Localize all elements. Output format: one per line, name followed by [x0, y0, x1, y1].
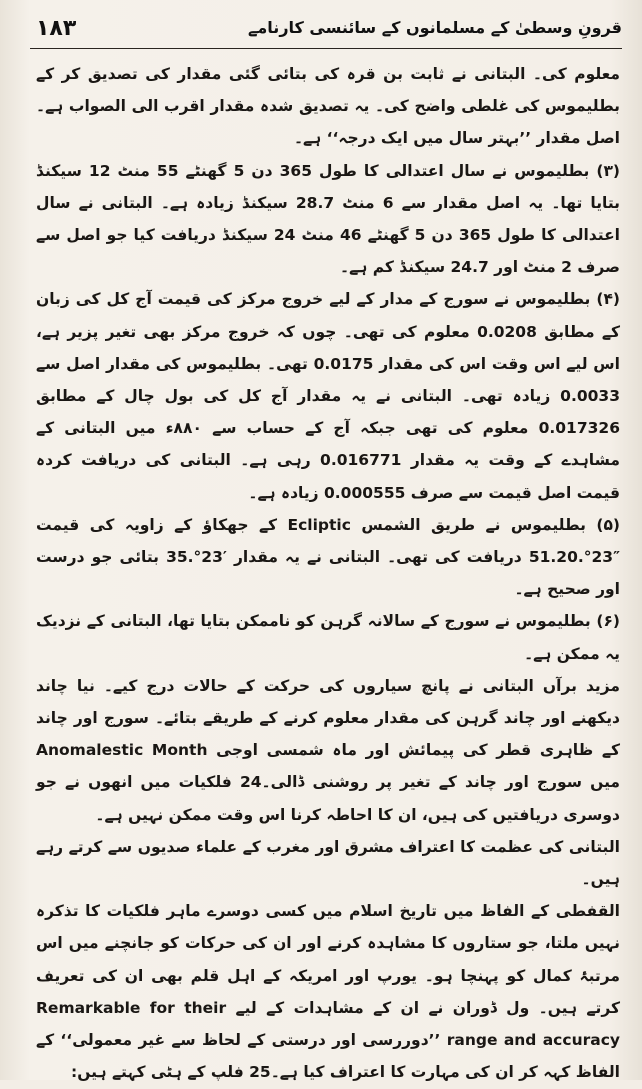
paragraph-3: (۴) بطلیموس نے سورج کے مدار کے لیے خروج مرکز کی قیمت آج کل کی زبان کے مطابق 0.0208 معلوم کی تھی۔ چوں کہ خروج مرکز بھی تغیر پزیر ہے، اس لیے اس وقت اس کی مقدار 0.0175 تھی۔ بطلیموس کی مقدار اصل سے 0.0033 زیادہ تھی۔ البتانی نے یہ مقدار آج کل کی بول چال کے مطابق 0.017326 معلوم کی تھی جبکہ آج کے حساب سے ۸۸۰ء میں البتانی کے مشاہدے کے وقت یہ مقدار 0.016771 رہی ہے۔ البتانی کی دریافت کردہ قیمت اصل قیمت سے صرف 0.000555 زیادہ ہے۔ — [36, 290, 620, 502]
page-body — [36, 58, 621, 1082]
paragraph-1: معلوم کی۔ البتانی نے ثابت بن قرہ کی بتائی گئی مقدار کی تصدیق کر کے بطلیموس کی غلطی واضح کی۔ یہ تصدیق شدہ مقدار اقرب الی الصواب ہے۔ اصل مقدار ’’بہتر سال میں ایک درجہ‘‘ ہے۔ — [36, 65, 620, 148]
paragraph-7: البتانی کی عظمت کا اعتراف مشرق اور مغرب کے علماء صدیوں سے کرتے رہے ہیں۔ — [36, 837, 620, 889]
header-divider — [30, 48, 622, 49]
page-number: ۱۸۳ — [36, 16, 77, 41]
paragraph-2: (۳) بطلیموس نے سال اعتدالی کا طول 365 دن 5 گھنٹے 55 منٹ 12 سیکنڈ بتایا تھا۔ یہ اصل مقدار سے 6 منٹ 28.7 سیکنڈ زیادہ ہے۔ البتانی نے سال اعتدالی کا طول 365 دن 5 گھنٹے 46 منٹ 24 سیکنڈ دریافت کیا جو اصل سے صرف 2 منٹ اور 24.7 سیکنڈ کم ہے۔ — [36, 161, 621, 277]
paragraph-5: (۶) بطلیموس نے سورج کے سالانہ گرہن کو ناممکن بتایا تھا، البتانی کے نزدیک یہ ممکن ہے۔ — [36, 612, 620, 663]
paragraph-8: القفطی کے الفاظ میں تاریخ اسلام میں کسی دوسرے ماہر فلکیات کا تذکرہ نہیں ملتا، جو ستاروں کا مشاہدہ کرنے اور ان کی حرکات کو جانچنے میں اس مرتبۂ کمال کو پہنچا ہو۔ یورپ اور امریکہ کے اہل قلم بھی ان کی تعریف کرتے ہیں۔ ول ڈوران نے ان کے مشاہدات کے لیے Remarkable for their range and accuracy ’’دوررسی اور درستی کے لحاظ سے غیر معمولی‘‘ کے الفاظ کہہ کر ان کی مہارت کا اعتراف کیا ہے۔25 فلپ کے ہٹی کہتے ہیں: — [36, 902, 620, 1082]
paragraph-6: مزید برآں البتانی نے پانچ سیاروں کی حرکت کے حالات درج کیے۔ نیا چاند دیکھنے اور چاند گرہن کی مقدار معلوم کرنے کے طریقے بتائے۔ سورج اور چاند کے ظاہری قطر کی پیمائش اور ماہ شمسی اوجی Anomalestic Month میں سورج اور چاند کے تغیر پر روشنی ڈالی۔24 فلکیات میں انھوں نے جو دوسری دریافتیں کی ہیں، ان کا احاطہ کرنا اس وقت ممکن نہیں ہے۔ — [36, 676, 621, 824]
running-title: قرونِ وسطیٰ کے مسلمانوں کے سائنسی کارنامے — [248, 18, 622, 37]
paragraph-4: (۵) بطلیموس نے طریق الشمس Ecliptic کے جھکاؤ کے زاویہ کی قیمت ″23°.51.20 دریافت کی تھی۔ البتانی نے یہ مقدار ′23°.35 بتائی جو درست اور صحیح ہے۔ — [36, 515, 621, 599]
page-header — [36, 14, 622, 48]
